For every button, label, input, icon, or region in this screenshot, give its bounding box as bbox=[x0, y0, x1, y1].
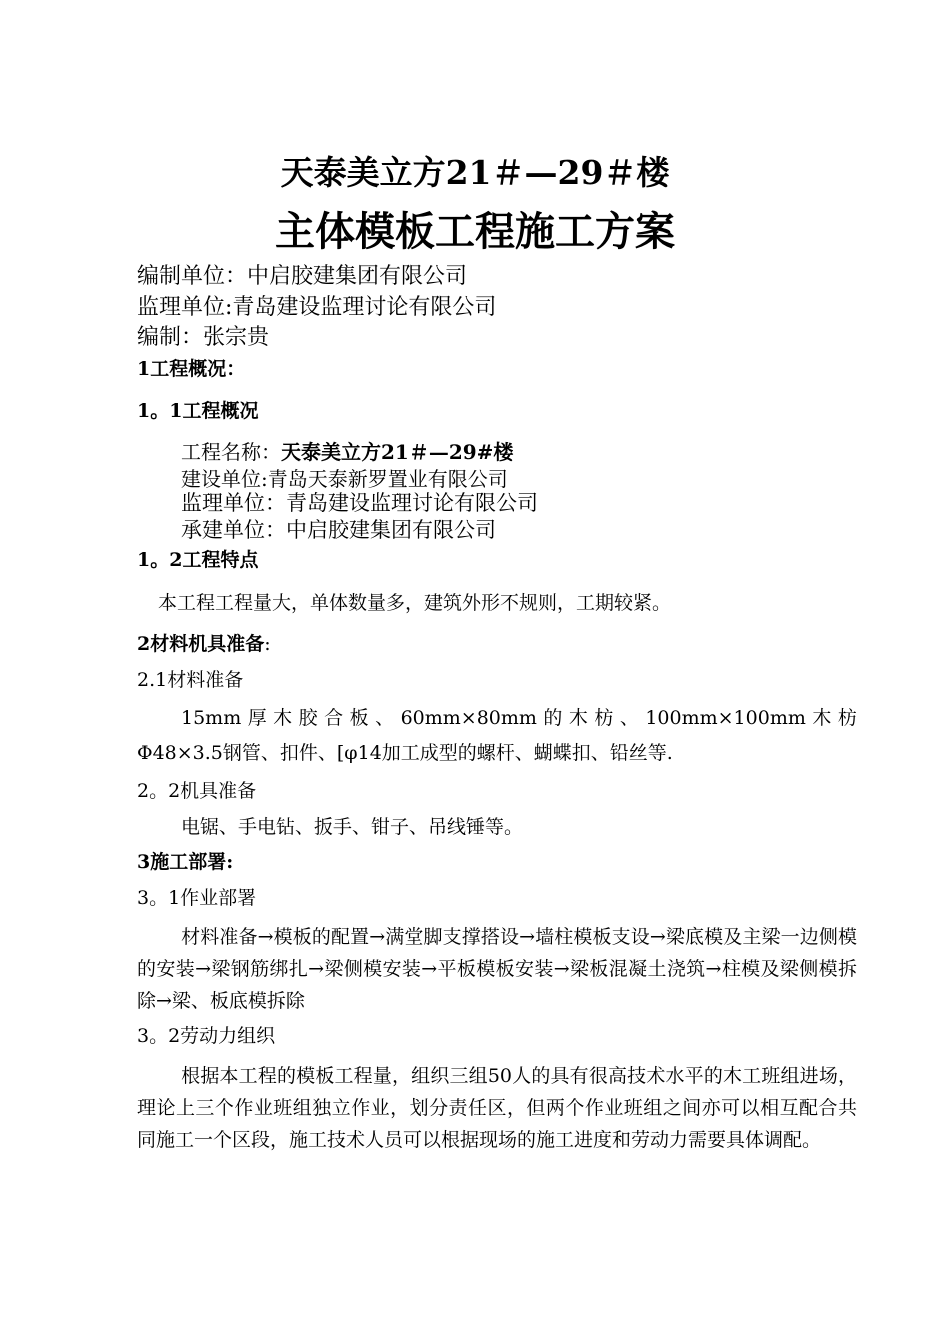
materials-word: 合 bbox=[324, 707, 344, 729]
materials-word: 60mm×80mm bbox=[400, 707, 537, 729]
materials-line-1 bbox=[181, 709, 857, 728]
materials-word: 木 bbox=[812, 707, 832, 729]
section-2-heading-colon: : bbox=[264, 633, 271, 655]
meta-supervisor: 监理单位:青岛建设监理讨论有限公司 bbox=[137, 295, 497, 320]
materials-word: 15mm bbox=[181, 707, 242, 729]
section-2-heading bbox=[137, 635, 271, 654]
section-3-2-heading: 3。2劳动力组织 bbox=[137, 1025, 276, 1047]
meta-unit: 编制单位：中启胶建集团有限公司 bbox=[137, 264, 468, 289]
materials-word: 枋 bbox=[594, 707, 614, 729]
section-3-2-text bbox=[137, 1060, 857, 1156]
builder-row: 建设单位:青岛天泰新罗置业有限公司 bbox=[181, 467, 508, 491]
materials-word: 木 bbox=[273, 707, 293, 729]
materials-line-2: Φ48×3.5钢管、扣件、[φ14加工成型的螺杆、蝴蝶扣、铅丝等. bbox=[137, 742, 673, 764]
materials-word: 胶 bbox=[298, 707, 318, 729]
materials-word: 枋 bbox=[837, 707, 857, 729]
project-name-row bbox=[181, 442, 513, 462]
project-name-value: 天泰美立方21＃—29#楼 bbox=[281, 440, 514, 464]
meta-author: 编制：张宗贵 bbox=[137, 325, 270, 350]
section-1-2-text: 本工程工程量大，单体数量多，建筑外形不规则，工期较紧。 bbox=[158, 592, 672, 614]
section-2-2-heading: 2。2机具准备 bbox=[137, 780, 257, 802]
section-1-2-heading: 1。2工程特点 bbox=[137, 549, 259, 571]
section-2-1-heading: 2.1材料准备 bbox=[137, 669, 244, 691]
materials-word: 木 bbox=[568, 707, 588, 729]
section-2-2-text: 电锯、手电钻、扳手、钳子、吊线锤等。 bbox=[181, 816, 524, 838]
materials-word: 板 bbox=[349, 707, 369, 729]
materials-word: 厚 bbox=[247, 707, 267, 729]
materials-word: 、 bbox=[375, 707, 395, 729]
section-3-heading: 3施工部署: bbox=[137, 851, 234, 873]
document-title-line1: 天泰美立方21＃—29＃楼 bbox=[280, 153, 670, 192]
section-3-1-text-content: 材料准备→模板的配置→满堂脚支撑搭设→墙柱模板支设→梁底模及主梁一边侧模的安装→梁钢筋绑扎→梁侧模安装→平板模板安装→梁板混凝土浇筑→柱模及梁侧模拆除→梁、板底模拆除 bbox=[137, 926, 857, 1012]
materials-word: 的 bbox=[543, 707, 563, 729]
materials-word: 、 bbox=[619, 707, 639, 729]
section-2-heading-text: 2材料机具准备 bbox=[137, 633, 265, 655]
section-3-1-heading: 3。1作业部署 bbox=[137, 887, 257, 909]
section-1-1-heading: 1。1工程概况 bbox=[137, 400, 259, 422]
document-title-line2: 主体模板工程施工方案 bbox=[275, 208, 675, 255]
section-1-heading: 1工程概况： bbox=[137, 358, 246, 380]
supervisor-row: 监理单位：青岛建设监理讨论有限公司 bbox=[181, 491, 538, 515]
contractor-row: 承建单位：中启胶建集团有限公司 bbox=[181, 518, 496, 542]
section-3-2-text-content: 根据本工程的模板工程量，组织三组50人的具有很高技术水平的木工班组进场，理论上三个作业班组独立作业，划分责任区，但两个作业班组之间亦可以相互配合共同施工一个区段，施工技术人员可以根据现场的施工进度和劳动力需要具体调配。 bbox=[137, 1065, 857, 1151]
project-name-label: 工程名称： bbox=[181, 440, 281, 464]
section-3-1-text bbox=[137, 921, 857, 1017]
materials-word: 100mm×100mm bbox=[645, 707, 806, 729]
